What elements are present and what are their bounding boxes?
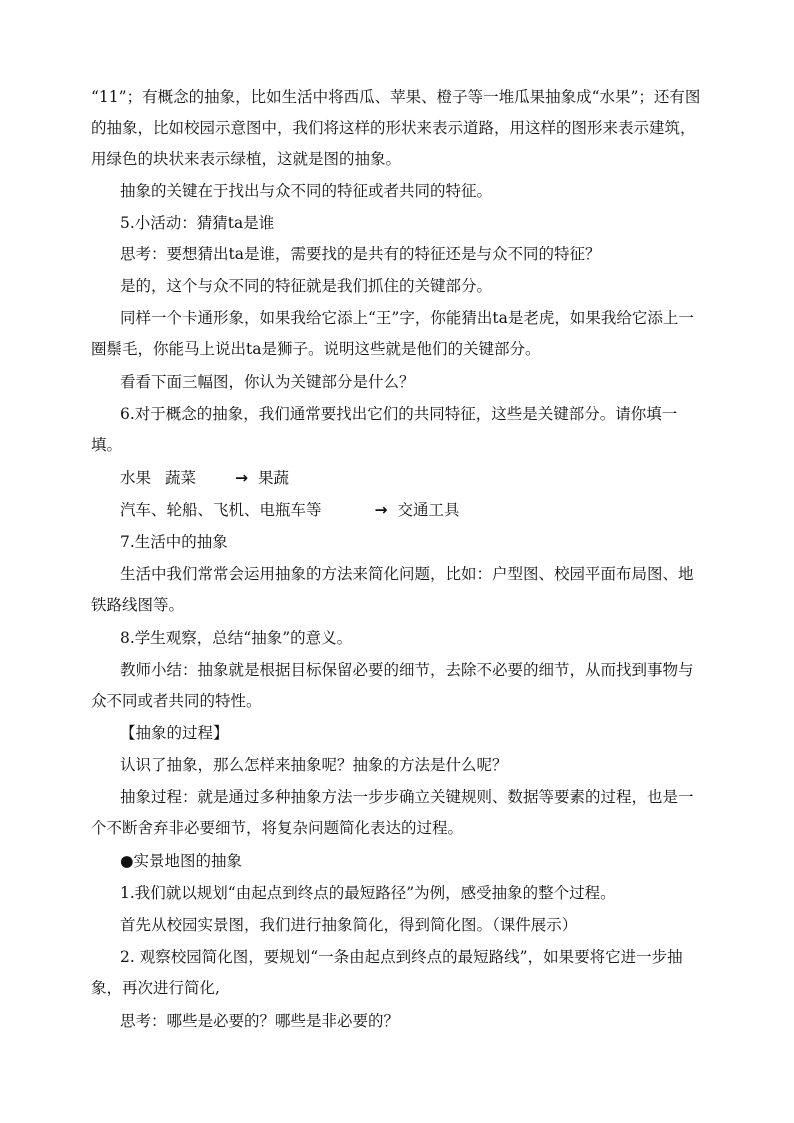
heading-concept-abstraction: 6.对于概念的抽象，我们通常要找出它们的共同特征，这些是关键部分。请你填一填。: [91, 405, 678, 454]
heading-map-abstraction: ●实景地图的抽象: [120, 852, 243, 870]
heading-life-abstraction: 7.生活中的抽象: [120, 533, 228, 551]
paragraph-think-necessary: 思考：哪些是必要的？哪些是非必要的？: [120, 1012, 400, 1030]
arrow-right-icon: →: [235, 469, 249, 487]
arrow-right-icon: →: [374, 501, 388, 519]
paragraph-cartoon-example: 同样一个卡通形象，如果我给它添上“王”字，你能猜出ta是老虎，如果我给它添上一圈鬃毛，你能马上说出ta是狮子。说明这些就是他们的关键部分。: [91, 309, 694, 358]
paragraph-process-definition: 抽象过程：就是通过多种抽象方法一步步确立关键规则、数据等要素的过程，也是一个不断舍弃非必要细节，将复杂问题简化表达的过程。: [91, 788, 694, 837]
heading-activity-guess: 5.小活动：猜猜ta是谁: [120, 214, 275, 232]
paragraph-three-pictures: 看看下面三幅图，你认为关键部分是什么？: [120, 373, 415, 391]
mapping-row-vehicles: [91, 495, 704, 526]
mapping-row-fruit-veg: [91, 463, 704, 494]
mapping-left-a: 汽车、轮船、飞机、电瓶车等: [120, 501, 322, 519]
heading-abstraction-process: 【抽象的过程】: [120, 724, 229, 742]
mapping-right: 交通工具: [397, 501, 460, 519]
mapping-left-a: 水果: [120, 469, 152, 487]
paragraph-observe-map: 2. 观察校园简化图，要规划“一条由起点到终点的最短路线”，如果要将它进一步抽象，再次进行简化,: [91, 948, 683, 997]
paragraph-shortest-path: 1.我们就以规划“由起点到终点的最短路径”为例，感受抽象的整个过程。: [120, 884, 616, 902]
paragraph-abstraction-types: “11”；有概念的抽象，比如生活中将西瓜、苹果、橙子等一堆瓜果抽象成“水果”；还有图的抽象，比如校园示意图中，我们将这样的形状来表示道路，用这样的图形来表示建筑，用绿色的块状来表示绿植，这就是图的抽象。: [91, 88, 701, 168]
mapping-right: 果蔬: [258, 469, 290, 487]
mapping-left-b: 蔬菜: [165, 469, 197, 487]
paragraph-abstraction-key: 抽象的关键在于找出与众不同的特征或者共同的特征。: [120, 182, 493, 200]
paragraph-how-abstract: 认识了抽象，那么怎样来抽象呢？抽象的方法是什么呢？: [120, 756, 508, 774]
heading-student-summary: 8.学生观察，总结“抽象”的意义。: [120, 629, 353, 647]
paragraph-think-guess: 思考：要想猜出ta是谁，需要找的是共有的特征还是与众不同的特征？: [120, 245, 601, 263]
paragraph-distinct-feature: 是的，这个与众不同的特征就是我们抓住的关键部分。: [120, 277, 493, 295]
paragraph-simplified-map: 首先从校园实景图，我们进行抽象简化，得到简化图。（课件展示）: [120, 916, 578, 934]
paragraph-life-examples: 生活中我们常常会运用抽象的方法来简化问题，比如：户型图、校园平面布局图、地铁路线图等。: [91, 565, 694, 614]
paragraph-teacher-summary: 教师小结：抽象就是根据目标保留必要的细节，去除不必要的细节，从而找到事物与众不同或者共同的特性。: [91, 661, 694, 710]
